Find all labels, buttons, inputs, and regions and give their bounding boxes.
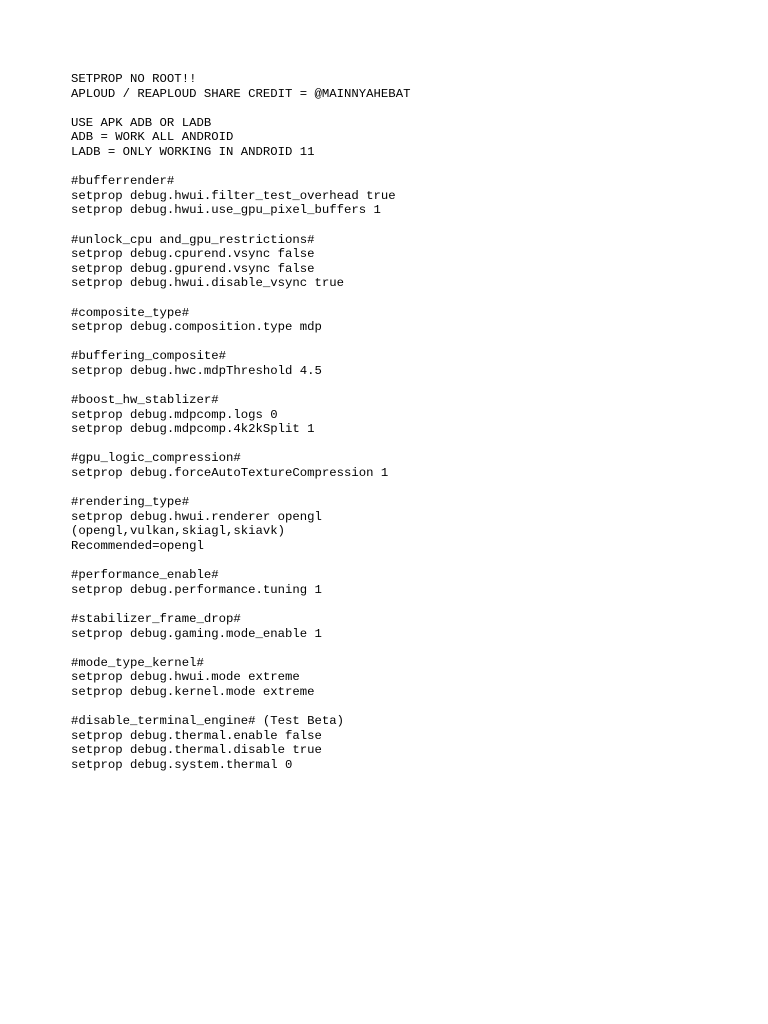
command-line: setprop debug.system.thermal 0 <box>71 757 293 772</box>
command-line: setprop debug.hwui.filter_test_overhead true <box>71 188 396 203</box>
header-section <box>71 72 751 101</box>
adb-info-section <box>71 116 751 160</box>
command-line: setprop debug.composition.type mdp <box>71 320 322 335</box>
text-line: LADB = ONLY WORKING IN ANDROID 11 <box>71 144 315 159</box>
text-line: USE APK ADB OR LADB <box>71 115 212 130</box>
section-heading: #buffering_composite# <box>71 349 226 364</box>
section-heading: #unlock_cpu and_gpu_restrictions# <box>71 232 315 247</box>
text-line: (opengl,vulkan,skiagl,skiavk) <box>71 524 286 539</box>
gpu-logic-compression-section <box>71 451 751 480</box>
mode-type-kernel-section <box>71 656 751 700</box>
command-line: setprop debug.mdpcomp.4k2kSplit 1 <box>71 422 315 437</box>
command-line: setprop debug.hwui.disable_vsync true <box>71 276 345 291</box>
command-line: setprop debug.hwui.mode extreme <box>71 670 300 685</box>
section-heading: #disable_terminal_engine# (Test Beta) <box>71 714 345 729</box>
rendering-type-section <box>71 495 751 553</box>
text-line: ADB = WORK ALL ANDROID <box>71 130 234 145</box>
command-line: setprop debug.kernel.mode extreme <box>71 684 315 699</box>
command-line: setprop debug.forceAutoTextureCompression 1 <box>71 466 389 481</box>
command-line: setprop debug.hwui.renderer opengl <box>71 509 322 524</box>
command-line: setprop debug.gaming.mode_enable 1 <box>71 626 322 641</box>
section-heading: #gpu_logic_compression# <box>71 451 241 466</box>
command-line: setprop debug.hwc.mdpThreshold 4.5 <box>71 363 322 378</box>
composite-type-section <box>71 306 751 335</box>
section-heading: #bufferrender# <box>71 174 175 189</box>
section-heading: #stabilizer_frame_drop# <box>71 611 241 626</box>
disable-terminal-engine-section <box>71 714 751 772</box>
text-line: Recommended=opengl <box>71 539 204 553</box>
section-heading: #composite_type# <box>71 305 190 320</box>
section-heading: #boost_hw_stablizer# <box>71 393 219 408</box>
text-line: APLOUD / REAPLOUD SHARE CREDIT = @MAINNYAHEBAT <box>71 86 411 101</box>
command-line: setprop debug.hwui.use_gpu_pixel_buffers 1 <box>71 203 381 218</box>
performance-enable-section <box>71 568 751 597</box>
document-body <box>71 72 751 787</box>
command-line: setprop debug.mdpcomp.logs 0 <box>71 407 278 422</box>
bufferrender-section <box>71 174 751 218</box>
section-heading: #mode_type_kernel# <box>71 655 204 670</box>
section-heading: #performance_enable# <box>71 568 219 583</box>
text-line: SETPROP NO ROOT!! <box>71 72 197 86</box>
section-heading: #rendering_type# <box>71 495 190 510</box>
unlock-cpu-gpu-section <box>71 233 751 291</box>
command-line: setprop debug.thermal.disable true <box>71 743 322 758</box>
stabilizer-frame-drop-section <box>71 612 751 641</box>
buffering-composite-section <box>71 349 751 378</box>
command-line: setprop debug.performance.tuning 1 <box>71 582 322 597</box>
command-line: setprop debug.gpurend.vsync false <box>71 261 315 276</box>
command-line: setprop debug.thermal.enable false <box>71 728 322 743</box>
command-line: setprop debug.cpurend.vsync false <box>71 247 315 262</box>
boost-hw-stablizer-section <box>71 393 751 437</box>
